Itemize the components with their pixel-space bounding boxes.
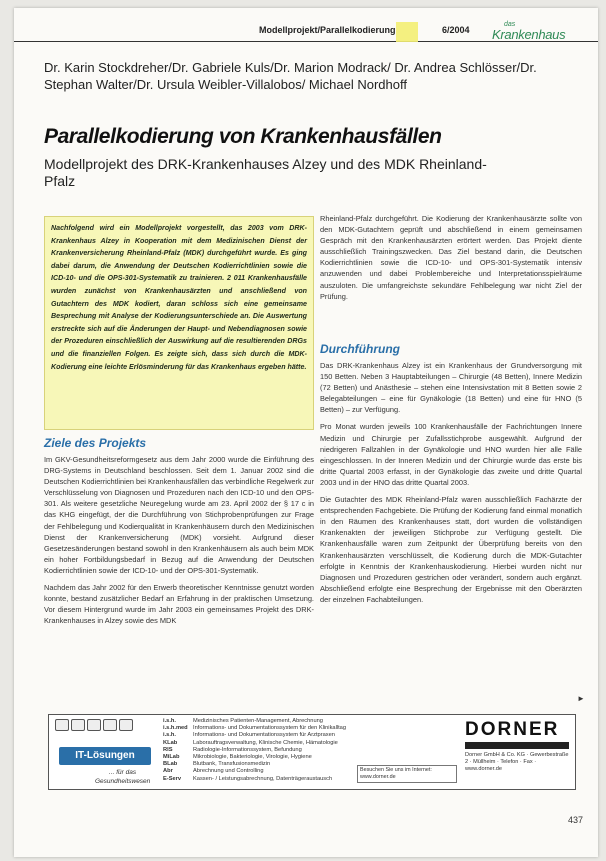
- paragraph: Das DRK-Krankenhaus Alzey ist ein Krankenhaus der Grundversorgung mit 150 Betten. Neben 3 Hauptabteilungen – Chirurgie (48 Betten), Innere Medizin (72 Betten) und Anästhesie – stehen eine Intensivstation mit 8 Betten sowie 2 Belegabteilungen – eine für Gynäkologie (18 Betten) und eine für HNO (5 Betten) – zur Verfügung.: [320, 361, 582, 415]
- article-subtitle: Modellprojekt des DRK-Krankenhauses Alzey und des MDK Rheinland-Pfalz: [44, 156, 487, 189]
- ad-product-row: RIS Radiologie-Informationssystem, Befundung: [163, 746, 302, 753]
- ad-contact-box: Besuchen Sie uns im Internet: www.dorner.de: [357, 765, 457, 783]
- paragraph: Im GKV-Gesundheitsreformgesetz aus dem Jahr 2000 wurde die Einführung des DRG-Systems in Deutschland beschlossen. Seit dem 1. Januar 2002 sind die Deutschen Kodierrichtlinien bei Krankenhausfällen das verbindliche Regelwerk zur Verschlüsselung von Diagnosen und Prozeduren nach den ICD-10 und den OPS-301. Als weitere gesetzliche Neuregelung wurde am 23. April 2002 der § 17 c in das KHG eingefügt, der die Durchführung von Stichprobenprüfungen zur Frage der Fehlbelegung und Kodierqualität in Krankenhäusern durch den Medizinischen Dienst der Krankenversicherung (MDK) vorsieht. Aufgrund dieser Gesetzesänderungen bestand sowohl in den Krankenhäusern als auch beim MDK ein hoher Fortbildungsbedarf in Bezug auf die Anwendung der Deutschen Kodierrichtlinien sowie der ICD-10- und der OPS-301-Systematik.: [44, 455, 314, 575]
- logo-main-text: Krankenhaus: [492, 27, 566, 42]
- section-heading-durchfuehrung: Durchführung: [320, 342, 400, 356]
- continue-arrow: ►: [577, 694, 585, 703]
- ad-product-row: MiLab Mikrobiologie, Bakteriologie, Virologie, Hygiene: [163, 754, 312, 761]
- ad-product-row: i.s.h. Medizinisches Patienten-Management, Abrechnung: [163, 718, 323, 724]
- right-column-top: [320, 213, 582, 333]
- ad-badge: IT-Lösungen: [59, 747, 151, 765]
- document-page: [14, 8, 598, 857]
- paragraph: Rheinland-Pfalz durchgeführt. Die Kodierung der Krankenhausärzte sollte von den MDK-Gutachtern geprüft und abschließend in einem gemeinsamen Gespräch mit den Krankenhausärzten erörtert werden. Das Projekt diente ausschließlich Trainingszwecken. Das Ziel bestand darin, die Deutschen Kodierrichtlinien sowie die ICD-10- und OPS-301-Systematik intensiv anzuwenden und dabei Problembereiche und Interpretationsspielräume auszuloten. Die umfangreichste sekundäre Fehlbelegung war nicht Ziel der Prüfung.: [320, 214, 582, 301]
- ad-product-row: i.s.h. Informations- und Dokumentationssystem für Arztpraxen: [163, 732, 335, 739]
- ad-product-row: KLab Laborauftragsverwaltung, Klinische Chemie, Hämatologie: [163, 739, 338, 746]
- page-header: [14, 22, 598, 42]
- article-abstract: Nachfolgend wird ein Modellprojekt vorgestellt, das 2003 vom DRK-Krankenhaus Alzey in Kooperation mit dem Medizinischen Dienst der Krankenversicherung Rheinland-Pfalz (MDK) durchgeführt wurde. Es ging dabei darum, die Anwendung der Deutschen Kodierrichtlinien sowie die ICD-10- und die OPS-301-Systematik zu trainieren. 2 011 Krankenhausfälle wurden zunächst von Krankenhausärzten und anschließend von Gutachtern des MDK kodiert, daran schloss sich eine gemeinsame Besprechung mit Analyse der Kodierungsunterschiede an. Die Auswertung erstreckte sich auf die Änderungen der Haupt- und Nebendiagnosen sowie der Prozeduren einschließlich der Auswirkung auf die resultierenden DRGs und die finanziellen Folgen. Es zeigte sich, dass sich durch die MDK-Kodierung eine leichte Erlösminderung für das Krankenhaus ergeben hätte.: [44, 216, 314, 430]
- logo-small-text: das: [504, 21, 516, 28]
- page-number: 437: [568, 815, 584, 825]
- article-authors: Dr. Karin Stockdreher/Dr. Gabriele Kuls/Dr. Marion Modrack/ Dr. Andrea Schlösser/Dr. Stephan Walter/Dr. Ursula Weibler-Villalobos/ Michael Nordhoff: [44, 60, 537, 92]
- ad-tagline: ... für das: [109, 769, 137, 776]
- article-title: Parallelkodierung von Krankenhausfällen: [44, 125, 442, 148]
- highlighter-mark: [396, 22, 418, 42]
- paragraph: Pro Monat wurden jeweils 100 Krankenhausfälle der Fachrichtungen Innere Medizin und Chirurgie per Zufallsstichprobe ausgewählt. Aufgrund der niedrigeren Fallzahlen in der Gynäkologie und HNO wurden hier alle Fälle eingeschlossen. In der Inneren Medizin und der Chirurgie wurde das erste bis dritte Quartal 2003 erfasst, in der Gynäkologie das zweite und dritte Quartal 2003 und in der HNO das dritte Quartal 2003.: [320, 422, 582, 487]
- header-section-title: Modellprojekt/Parallelkodierung: [259, 25, 396, 35]
- ad-product-row: Abr Abrechnung und Controlling: [163, 768, 264, 775]
- journal-logo: [492, 21, 592, 41]
- ad-product-row: E-Serv Kassen- / Leistungsabrechnung, Datenträgeraustausch: [163, 775, 333, 782]
- brand-bar: [465, 742, 569, 749]
- paragraph: Die Gutachter des MDK Rheinland-Pfalz waren ausschließlich Fachärzte der entsprechenden Fachgebiete. Die Prüfung der Kodierung fand einmal monatlich in den Räumen des Krankenhauses statt, dort wurden die vollständigen Krankenakten der jeweiligen Stichprobe zur Verfügung gestellt. Die Krankenhausfälle waren zum Zeitpunkt der Überprüfung bereits von den Krankenhausärzten verschlüsselt, die Kodierung durch die MDK-Gutachter erfolgte in Kenntnis der Krankenhauskodierung. Hierbei wurden nicht nur Diagnosen und Prozeduren gestrichen oder verändert, sondern auch ergänzt. Abschließend erfolgte eine Besprechung der Ergebnisse mit den Oberärzten der einzelnen Fachabteilungen.: [320, 495, 582, 604]
- ad-left-panel: [49, 715, 161, 790]
- paragraph: Nachdem das Jahr 2002 für den Erwerb theoretischer Kenntnisse genutzt worden konnte, bestand zusätzlicher Bedarf an Erfahrung in der praktischen Umsetzung. Vor diesem Hintergrund wurde im Jahr 2003 ein gemeinsames Projekt des DRK-Krankenhauses in Alzey sowie des MDK: [44, 583, 314, 626]
- advertisement: [48, 714, 576, 790]
- ad-tagline: Gesundheitswesen: [95, 778, 151, 785]
- ad-brand-block: [465, 719, 571, 789]
- ad-product-row: i.s.h.med Informations- und Dokumentationssystem für den Klinikalltag: [163, 725, 347, 732]
- section-heading-ziele: Ziele des Projekts: [44, 436, 147, 450]
- brand-logo: DORNER: [465, 719, 560, 740]
- right-column: [320, 360, 582, 706]
- header-issue: 6/2004: [442, 25, 470, 35]
- keyboard-icon: [55, 719, 147, 741]
- left-column: [44, 454, 314, 708]
- brand-address: Dorner GmbH & Co. KG · Gewerbestraße 2 · Müllheim · Telefon · Fax · www.dorner.de: [465, 752, 569, 772]
- ad-product-row: BLab Blutbank, Transfusionsmedizin: [163, 761, 271, 768]
